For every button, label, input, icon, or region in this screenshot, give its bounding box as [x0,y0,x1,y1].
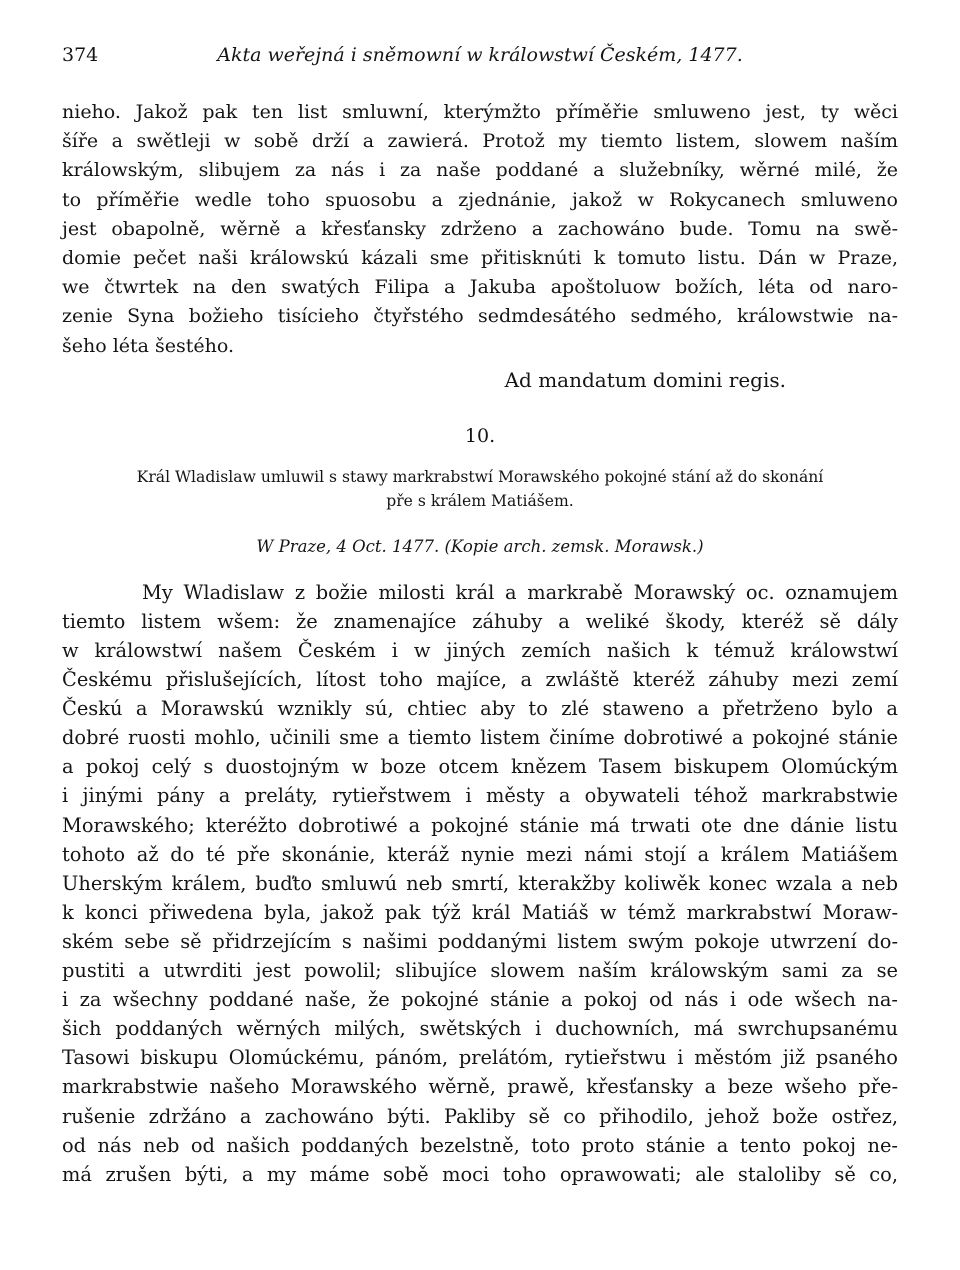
text-line: má zrušen býti, a my máme sobě moci toho oprawowati; ale staloliby sě co, [62,1162,898,1186]
running-head [62,44,898,74]
document-number: 10. [464,424,496,447]
running-title: Akta weřejná i sněmowní w králowstwí Českém, 1477. [217,44,743,66]
text-line: jest obapolně, wěrně a křesťansky zdrženo a zachowáno bude. Tomu na swě- [62,217,898,240]
text-line: Morawského; kteréžto dobrotiwé a pokojné stánie má trwati ote dne dánie listu [62,813,898,837]
text-line: i jinými pány a preláty, rytieřstwem i městy a obywateli téhož markrabstwie [62,784,898,808]
page-number: 374 [62,44,99,66]
text-line: ském sebe sě přidrzejícím s našimi poddanými listem swým pokoje utwrzení do- [62,929,898,953]
text-line: i za wšechny poddané naše, že pokojné stánie a pokoj od nás i ode wšech na- [62,988,898,1012]
text-line: zenie Syna božieho tisícieho čtyřstého sedmdesátého sedmého, králowstwie na- [62,305,898,328]
text-line: tohoto až do té pře skonánie, kteráž nynie mezi námi stojí a králem Matiášem [62,842,898,866]
summary-line: Král Wladislaw umluwil s stawy markrabstwí Morawského pokojné stání až do skonání [136,467,824,486]
text-line: nieho. Jakož pak ten list smluwní, kterýmžto příměřie smluweno jest, ty wěci [62,101,898,123]
document-summary [80,465,880,513]
text-line: Českú a Morawskú wznikly sú, chtiec aby to zlé staweno a přetrženo bylo a [62,697,898,721]
text-line: we čtwrtek na den swatých Filipa a Jakuba apoštoluow božích, léta od naro- [62,276,898,299]
text-line: k konci přiwedena byla, jakož pak týž král Matiáš w témž markrabstwí Moraw- [62,900,898,924]
text-line: Uherským králem, buďto smluwú neb smrtí, kterakžby koliwěk konec wzala a neb [62,871,898,895]
text-line: domie pečet naši králowskú kázali sme přitisknúti k tomuto listu. Dán w Praze, [62,247,898,270]
text-line: dobré ruosti mohlo, učinili sme a tiemto listem činíme dobrotiwé a pokojné stánie [62,726,898,750]
text-line: w králowstwí našem Českém i w jiných zemích našich k témuž králowstwí [62,639,898,663]
text-line: to příměřie wedle toho spuosobu a zjednánie, jakož w Rokycanech smluweno [62,188,898,211]
text-line: od nás neb od našich poddaných bezelstně, toto proto stánie a tento pokoj ne- [62,1133,898,1157]
text-line: Tasowi biskupu Olomúckému, pánóm, prelátóm, rytieřstwu i městóm již psaného [62,1046,898,1070]
text-line: pustiti a utwrditi jest powolil; slibujíce slowem naším králowským sami za se [62,959,898,983]
text-line: šeho léta šestého. [62,334,235,357]
continuation-paragraph [62,98,898,361]
summary-line: pře s králem Matiášem. [386,491,574,510]
text-line: šich poddaných wěrných milých, swětských i duchowních, má swrchupsanému [62,1017,898,1041]
body-paragraph [62,578,898,1189]
text-line: a pokoj celý s duostojným w boze otcem knězem Tasem biskupem Olomúckým [62,755,898,779]
text-line: markrabstwie našeho Morawského wěrně, prawě, křesťansky a beze wšeho pře- [62,1075,898,1099]
text-line: králowským, slibujem za nás i za naše poddané a služebníky, wěrné milé, že [62,159,898,182]
text-line: tiemto listem wšem: že znamenajíce záhuby a weliké škody, kteréž sě dály [62,609,898,633]
text-line: rušenie zdržáno a zachowáno býti. Pakliby sě co přihodilo, jehož bože ostřez, [62,1104,898,1128]
text-line: Českému přislušejících, lítost toho majíce, a zwláště kteréž záhuby mezi zemí [62,668,898,692]
text-line: My Wladislaw z božie milosti král a markrabě Morawský oc. oznamujem [142,580,898,604]
dateline: W Praze, 4 Oct. 1477. (Kopie arch. zemsk. Morawsk.) [256,536,704,556]
text-line: šíře a swětleji w sobě drží a zawierá. Protož my tiemto listem, slowem naším [62,130,898,153]
closing-formula: Ad mandatum domini regis. [504,367,786,392]
